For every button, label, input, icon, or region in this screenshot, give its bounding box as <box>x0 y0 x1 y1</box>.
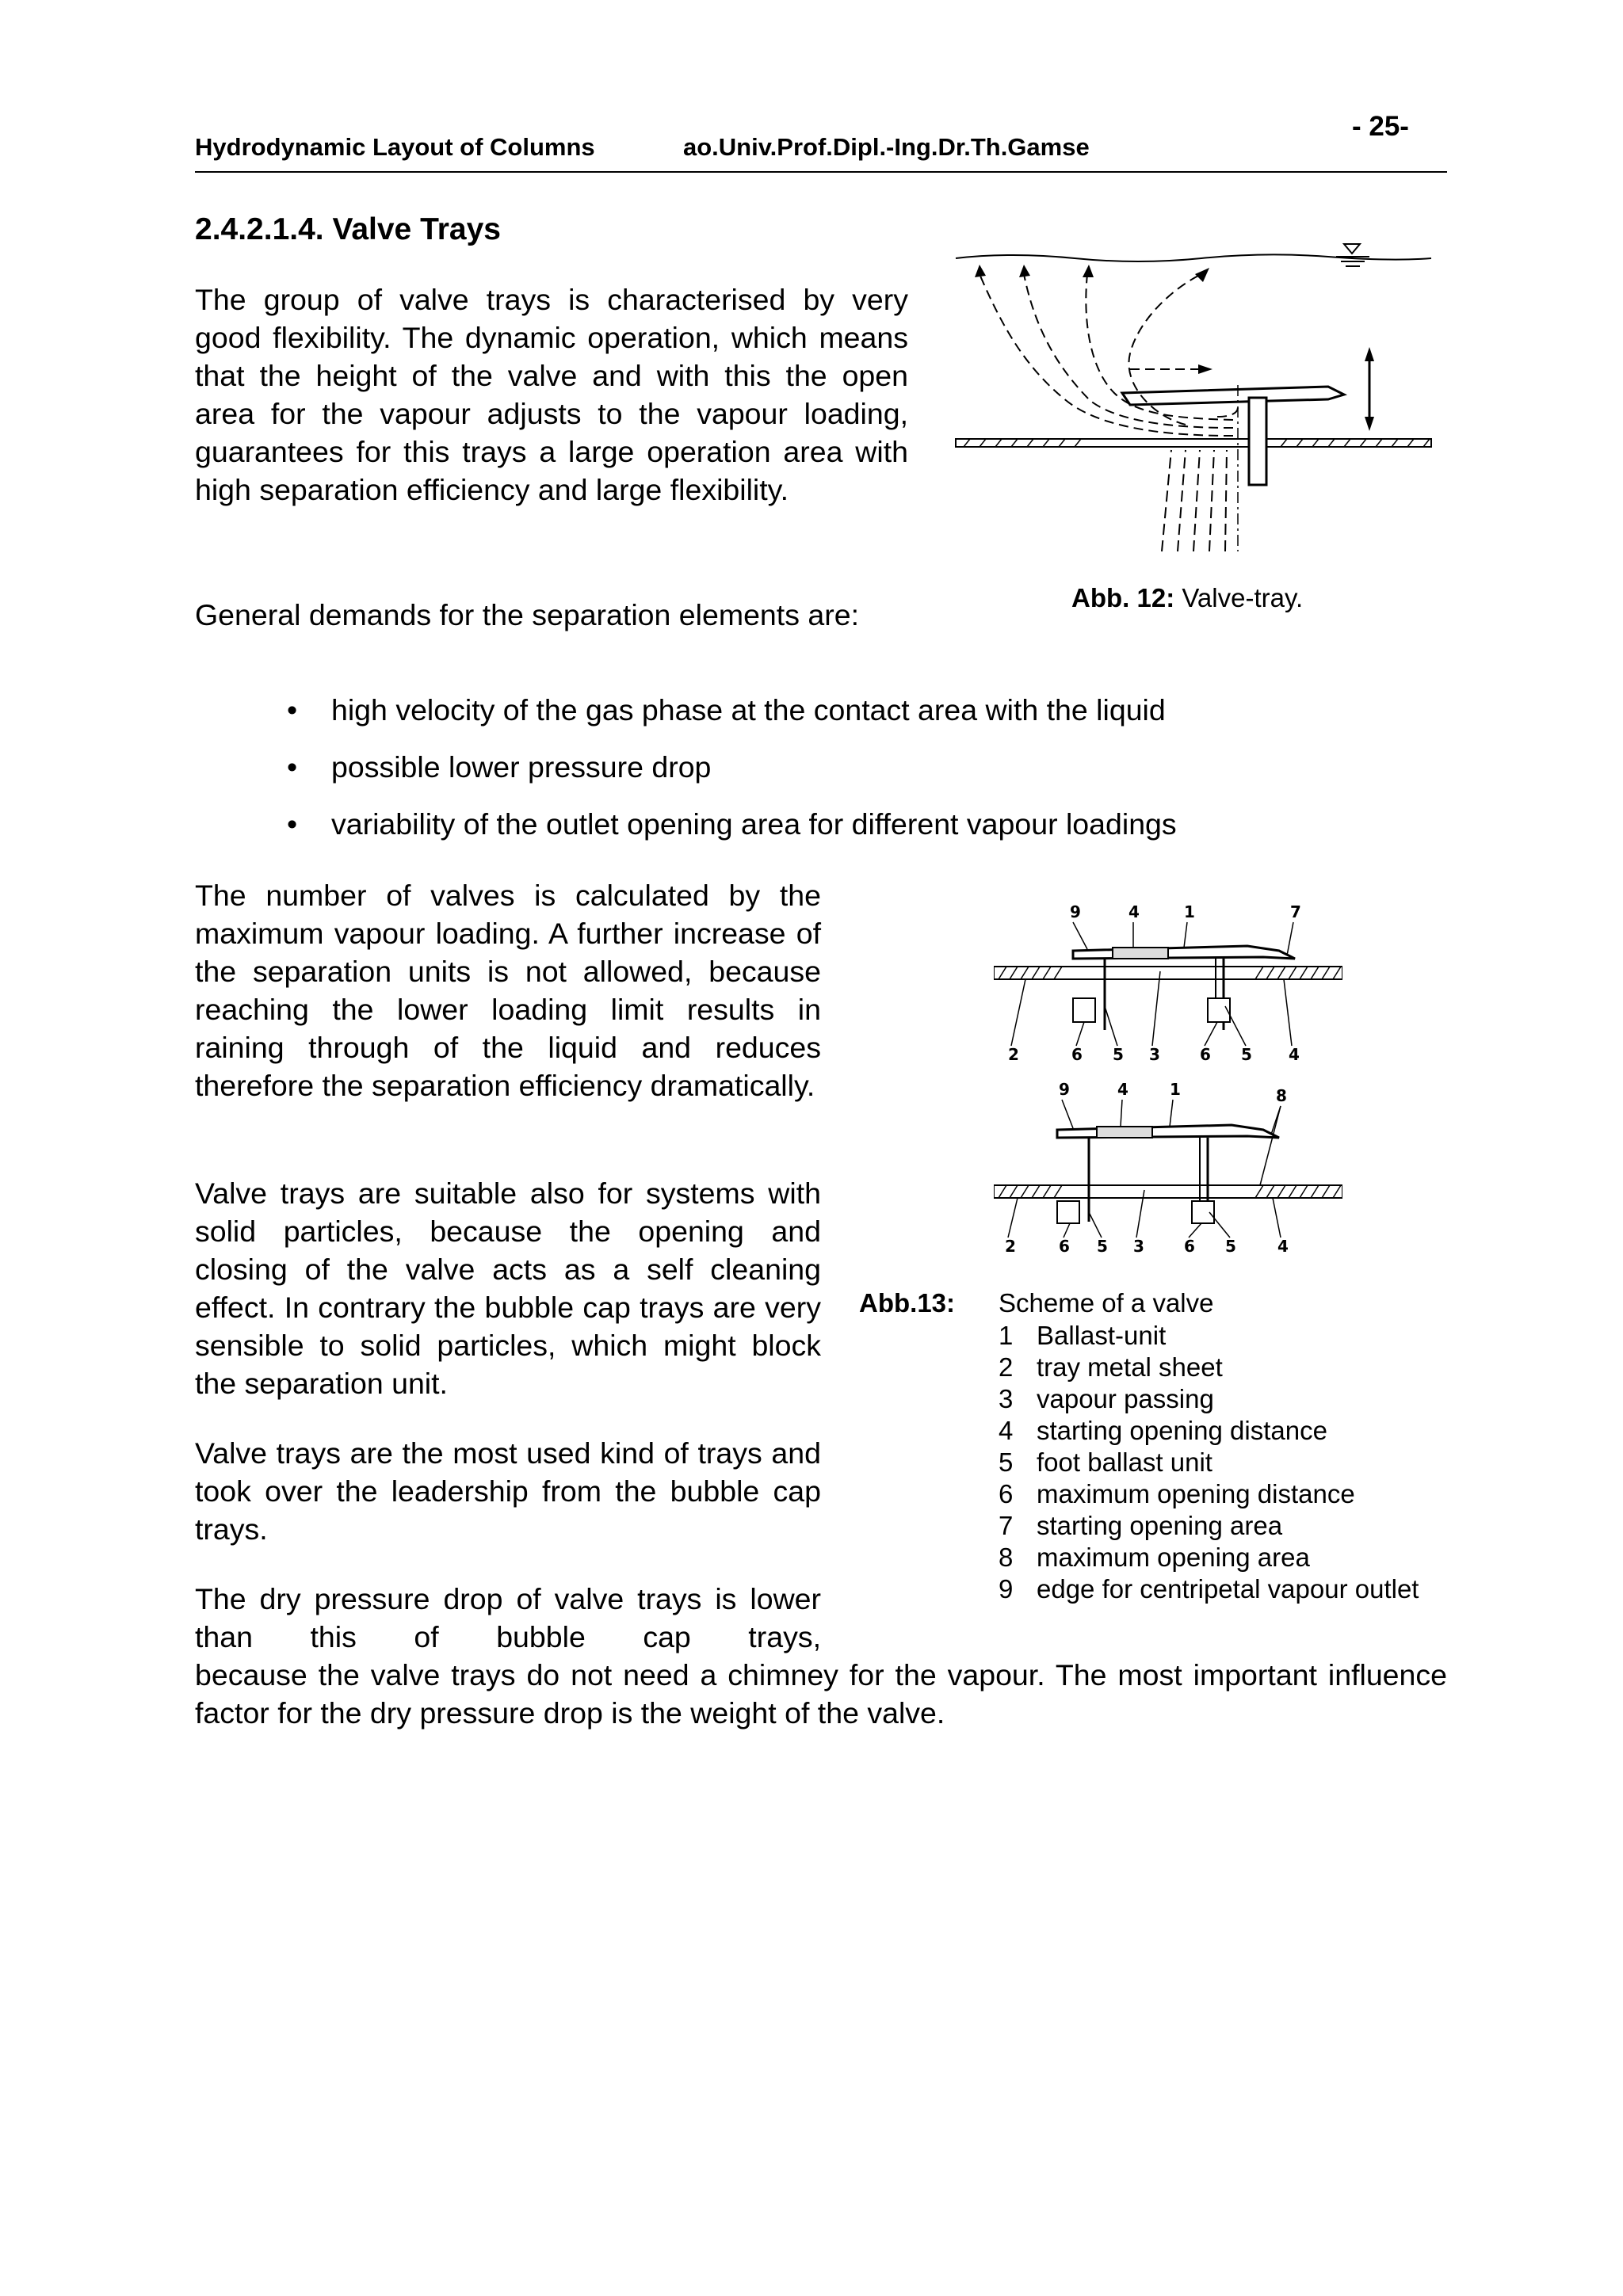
figure-12-label: Abb. 12: <box>1071 583 1175 612</box>
figure-13-legend <box>999 1320 1419 1605</box>
legend-item <box>999 1383 1419 1415</box>
list-item: • high velocity of the gas phase at the contact area with the liquid <box>287 691 1177 748</box>
legend-item <box>999 1320 1419 1352</box>
paragraph-intro: The group of valve trays is characterised by very good flexibility. The dynamic operation, which means that the height of the valve and with this the open area for the vapour adjusts to the vapour loading, guarantees for this trays a large operation area with high separation efficiency and large flexibility. <box>195 283 908 506</box>
legend-number: 3 <box>999 1384 1014 1413</box>
legend-number: 5 <box>999 1447 1014 1477</box>
figure-13-label: Abb.13: <box>859 1288 956 1318</box>
legend-number: 8 <box>999 1543 1014 1572</box>
figure-label: 3 <box>1149 1045 1160 1064</box>
figure-label: 4 <box>1128 902 1140 921</box>
figure-label: 6 <box>1071 1045 1083 1064</box>
paragraph-valve-count: The number of valves is calculated by the maximum vapour loading. A further increase of the separation units is not allowed, because reaching the lower loading limit results in raining through of the liquid and reduces therefore the separation efficiency dramatically. <box>195 879 821 1102</box>
legend-item <box>999 1510 1419 1542</box>
legend-item <box>999 1542 1419 1573</box>
legend-number: 1 <box>999 1321 1014 1350</box>
paragraph-pressure-drop-end: because the valve trays do not need a chimney for the vapour. The most important influence factor for the dry pressure drop is the weight of the valve. <box>195 1658 1447 1730</box>
figure-label: 6 <box>1200 1045 1211 1064</box>
list-item: • variability of the outlet opening area for different vapour loadings <box>287 805 1177 862</box>
figure-label: 3 <box>1133 1237 1144 1256</box>
figure-13-caption: Scheme of a valve <box>999 1288 1214 1318</box>
legend-text: vapour passing <box>1037 1384 1214 1413</box>
figure-label: 5 <box>1225 1237 1236 1256</box>
legend-text: maximum opening area <box>1037 1543 1310 1572</box>
figure-label: 6 <box>1059 1237 1070 1256</box>
valve-scheme-start-figure <box>994 895 1342 1070</box>
figure-label: 4 <box>1289 1045 1300 1064</box>
paragraph-pressure-drop-start: The dry pressure drop of valve trays is lower than this of bubble cap trays, <box>195 1582 821 1653</box>
figure-label: 8 <box>1276 1086 1287 1105</box>
legend-number: 2 <box>999 1352 1014 1382</box>
legend-item <box>999 1352 1419 1383</box>
list-item: • possible lower pressure drop <box>287 748 1177 805</box>
figure-label: 9 <box>1059 1080 1070 1099</box>
figure-label: 7 <box>1290 902 1301 921</box>
legend-number: 6 <box>999 1479 1014 1508</box>
figure-12-caption <box>1071 583 1303 613</box>
legend-number: 4 <box>999 1416 1014 1445</box>
legend-number: 9 <box>999 1574 1014 1604</box>
paragraph-solid-particles: Valve trays are suitable also for systems with solid particles, because the opening and closing of the valve acts as a self cleaning effect. In contrary the bubble cap trays are very sensible to solid particles, which might block the separation unit. <box>195 1177 821 1400</box>
figure-label: 9 <box>1070 902 1081 921</box>
running-header-author: ao.Univ.Prof.Dipl.-Ing.Dr.Th.Gamse <box>683 133 1090 161</box>
figure-label: 1 <box>1184 902 1195 921</box>
legend-item <box>999 1573 1419 1605</box>
legend-item <box>999 1447 1419 1478</box>
demands-list <box>287 691 1177 862</box>
legend-text: starting opening area <box>1037 1511 1283 1540</box>
figure-label: 4 <box>1277 1237 1289 1256</box>
legend-text: foot ballast unit <box>1037 1447 1212 1477</box>
legend-text: tray metal sheet <box>1037 1352 1223 1382</box>
legend-text: maximum opening distance <box>1037 1479 1355 1508</box>
running-header-title: Hydrodynamic Layout of Columns <box>195 133 595 161</box>
legend-text: edge for centripetal vapour outlet <box>1037 1574 1419 1604</box>
legend-item <box>999 1415 1419 1447</box>
valve-tray-figure <box>948 242 1442 559</box>
figure-label: 2 <box>1005 1237 1016 1256</box>
legend-text: Ballast-unit <box>1037 1321 1167 1350</box>
legend-text: starting opening distance <box>1037 1416 1327 1445</box>
figure-label: 2 <box>1008 1045 1019 1064</box>
valve-scheme-open-figure <box>994 1077 1342 1260</box>
paragraph-demands: General demands for the separation elements are: <box>195 598 859 631</box>
figure-label: 4 <box>1117 1080 1128 1099</box>
paragraph-most-used: Valve trays are the most used kind of trays and took over the leadership from the bubble cap trays. <box>195 1436 821 1546</box>
figure-label: 1 <box>1170 1080 1181 1099</box>
figure-label: 5 <box>1113 1045 1124 1064</box>
legend-number: 7 <box>999 1511 1014 1540</box>
legend-item <box>999 1478 1419 1510</box>
page-number: - 25- <box>1352 111 1409 142</box>
figure-label: 5 <box>1097 1237 1108 1256</box>
figure-12-caption-text: Valve-tray. <box>1182 583 1304 612</box>
figure-label: 5 <box>1241 1045 1252 1064</box>
header-divider <box>195 171 1447 173</box>
figure-label: 6 <box>1184 1237 1195 1256</box>
section-heading: 2.4.2.1.4. Valve Trays <box>195 212 501 246</box>
